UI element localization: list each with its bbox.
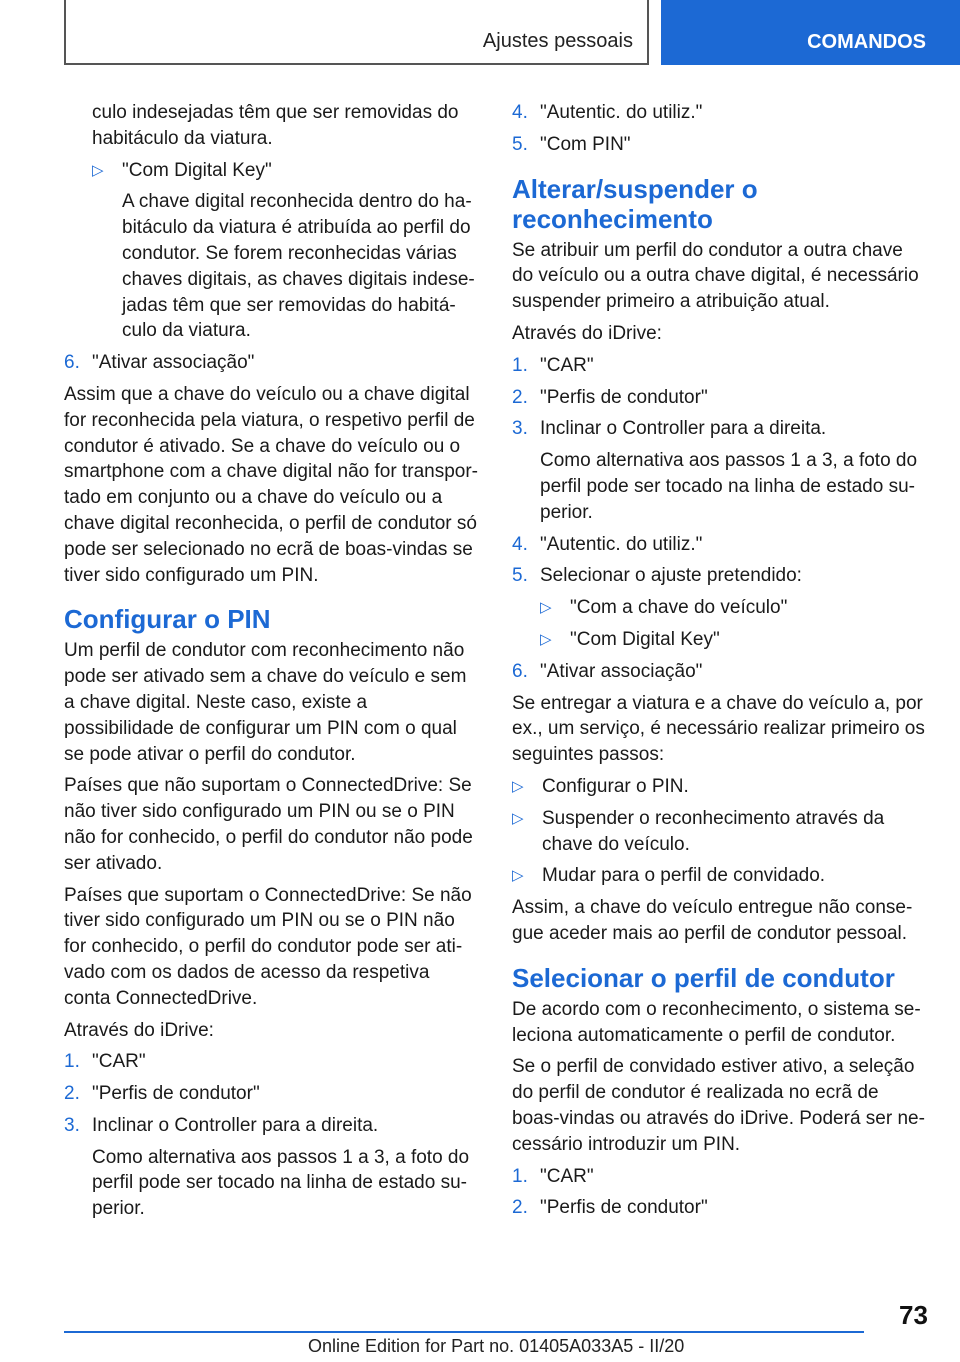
step-number: 3. (512, 418, 528, 440)
triangle-right-icon: ▷ (512, 809, 524, 827)
list-item (64, 350, 479, 376)
list-item (512, 416, 927, 442)
chapter-title: COMANDOS (807, 31, 926, 53)
paragraph: Países que suportam o ConnectedDrive: Se não tiver sido configurado um PIN ou se o PIN não for conhecido, o perfil do condutor pode ser ativado com os dados de acesso da respetiva conta ConnectedDrive. (64, 884, 472, 1009)
list-item-text: Suspender o reconhecimento através da chave do veículo. (542, 807, 885, 855)
list-item-text: "CAR" (92, 1051, 146, 1073)
paragraph: Se entregar a viatura e a chave do veículo a, por ex., um serviço, é necessário realizar primeiro os seguintes passos: (512, 692, 925, 766)
paragraph: Através do iDrive: (512, 322, 662, 344)
step-number: 4. (512, 102, 528, 123)
list-item-text: Inclinar o Controller para a direita. (92, 1114, 379, 1136)
list-item (512, 659, 927, 685)
list-item (512, 353, 927, 379)
step-number: 4. (512, 533, 528, 555)
step-number: 5. (512, 565, 528, 587)
paragraph: Como alternativa aos passos 1 a 3, a foto do perfil pode ser tocado na linha de estado superior. (540, 450, 918, 523)
paragraph: Se atribuir um perfil do condutor a outra chave do veículo ou a outra chave digital, é necessário suspender primeiro a atribuição atual. (512, 239, 919, 313)
triangle-right-icon: ▷ (512, 867, 524, 885)
list-item (512, 1164, 927, 1190)
list-item-text: "Com Digital Key" (122, 159, 272, 181)
list-item-text: "Ativar associação" (92, 352, 255, 374)
list-item-text: "CAR" (540, 354, 594, 376)
triangle-right-icon: ▷ (512, 777, 524, 795)
list-item (512, 863, 927, 889)
list-item (512, 595, 927, 621)
paragraph: Assim que a chave do veículo ou a chave digital for reconhecida pela viatura, o respetivo perfil de condutor é ativado. Se a chave do veículo ou o smartphone com a chave digital não for transportado em conjunto ou a chave do veículo ou a chave digital reconhecida, o perfil de condutor só pode ser selecionado no ecrã de boas-vindas se tiver sido configurado um PIN. (64, 383, 478, 586)
list-item-text: Selecionar o ajuste pretendido: (540, 565, 802, 587)
step-number: 1. (512, 1165, 528, 1187)
paragraph: Se o perfil de convidado estiver ativo, a seleção do perfil de condutor é realizada no ecrã de boas-vindas ou através do iDrive. Poderá ser necessário introduzir um PIN. (512, 1056, 925, 1155)
right-column (512, 100, 927, 1227)
header-section-tab (64, 0, 649, 65)
step-number: 1. (512, 354, 528, 376)
list-item (64, 1049, 479, 1075)
step-number: 6. (512, 660, 528, 682)
list-item (512, 385, 927, 411)
list-item-text: Inclinar o Controller para a direita. (540, 418, 827, 440)
step-number: 3. (64, 1114, 80, 1136)
list-item-text: "Com PIN" (540, 133, 631, 155)
list-item (512, 627, 927, 653)
list-item-text: "Com Digital Key" (570, 628, 720, 650)
list-item-text: Configurar o PIN. (542, 775, 689, 797)
list-item (512, 563, 927, 589)
list-item-text: "CAR" (540, 1165, 594, 1187)
step-number: 1. (64, 1051, 80, 1073)
paragraph: Um perfil de condutor com reconhecimento não pode ser ativado sem a chave do veículo e sem a chave digital. Neste caso, existe a possibilidade de configurar um PIN com o qual se pode ativar o perfil do condutor. (64, 640, 467, 765)
paragraph: culo indesejadas têm que ser removidas do habitáculo da viatura. (92, 102, 459, 149)
list-item-text: Mudar para o perfil de convidado. (542, 865, 826, 887)
section-heading: Alterar/suspender o reconhecimento (512, 173, 758, 234)
header-chapter-tab (661, 0, 960, 65)
list-item-text: "Autentic. do utiliz." (540, 533, 703, 555)
list-item (512, 132, 927, 158)
list-item-text: "Perfis de condutor" (540, 1197, 708, 1219)
list-item-text: "Ativar associação" (540, 660, 703, 682)
page-number: 73 (899, 1300, 928, 1330)
footer-edition: Online Edition for Part no. 01405A033A5 - II/20 (308, 1336, 685, 1356)
step-number: 5. (512, 133, 528, 155)
paragraph: De acordo com o reconhecimento, o sistema seleciona automaticamente o perfil de condutor. (512, 998, 921, 1046)
list-item (512, 1195, 927, 1221)
paragraph: Como alternativa aos passos 1 a 3, a foto do perfil pode ser tocado na linha de estado superior. (92, 1146, 470, 1220)
triangle-right-icon: ▷ (540, 599, 552, 617)
list-item (64, 158, 479, 184)
list-item (512, 532, 927, 558)
list-item-text: "Perfis de condutor" (92, 1083, 260, 1105)
section-heading: Configurar o PIN (64, 604, 271, 635)
section-title: Ajustes pessoais (482, 30, 633, 52)
paragraph: Através do iDrive: (64, 1019, 214, 1041)
step-number: 2. (512, 386, 528, 408)
list-item (512, 774, 927, 800)
paragraph: Assim, a chave do veículo entregue não consegue aceder mais ao perfil de condutor pessoal. (512, 897, 913, 944)
step-number: 2. (64, 1083, 80, 1105)
paragraph: A chave digital reconhecida dentro do habitáculo da viatura é atribuída ao perfil do condutor. Se forem reconhecidas várias chaves digitais, as chaves digitais indesejadas têm que ser removidas do habitáculo da viatura. (122, 191, 475, 342)
list-item (512, 806, 927, 858)
step-number: 6. (64, 352, 80, 374)
list-item (512, 100, 927, 126)
list-item-text: "Com a chave do veículo" (570, 597, 788, 619)
paragraph: Países que não suportam o ConnectedDrive: Se não tiver sido configurado um PIN ou se o PIN não for conhecido, o perfil do condutor não pode ser ativado. (64, 775, 473, 874)
triangle-right-icon: ▷ (92, 161, 104, 179)
list-item (64, 1081, 479, 1107)
list-item-text: "Perfis de condutor" (540, 386, 708, 408)
step-number: 2. (512, 1197, 528, 1219)
triangle-right-icon: ▷ (540, 630, 552, 648)
list-item-text: "Autentic. do utiliz." (540, 102, 703, 123)
section-heading: Selecionar o perfil de condutor (512, 962, 895, 993)
list-item (64, 1113, 479, 1139)
left-column (64, 100, 479, 1228)
footer-divider (64, 1331, 864, 1333)
